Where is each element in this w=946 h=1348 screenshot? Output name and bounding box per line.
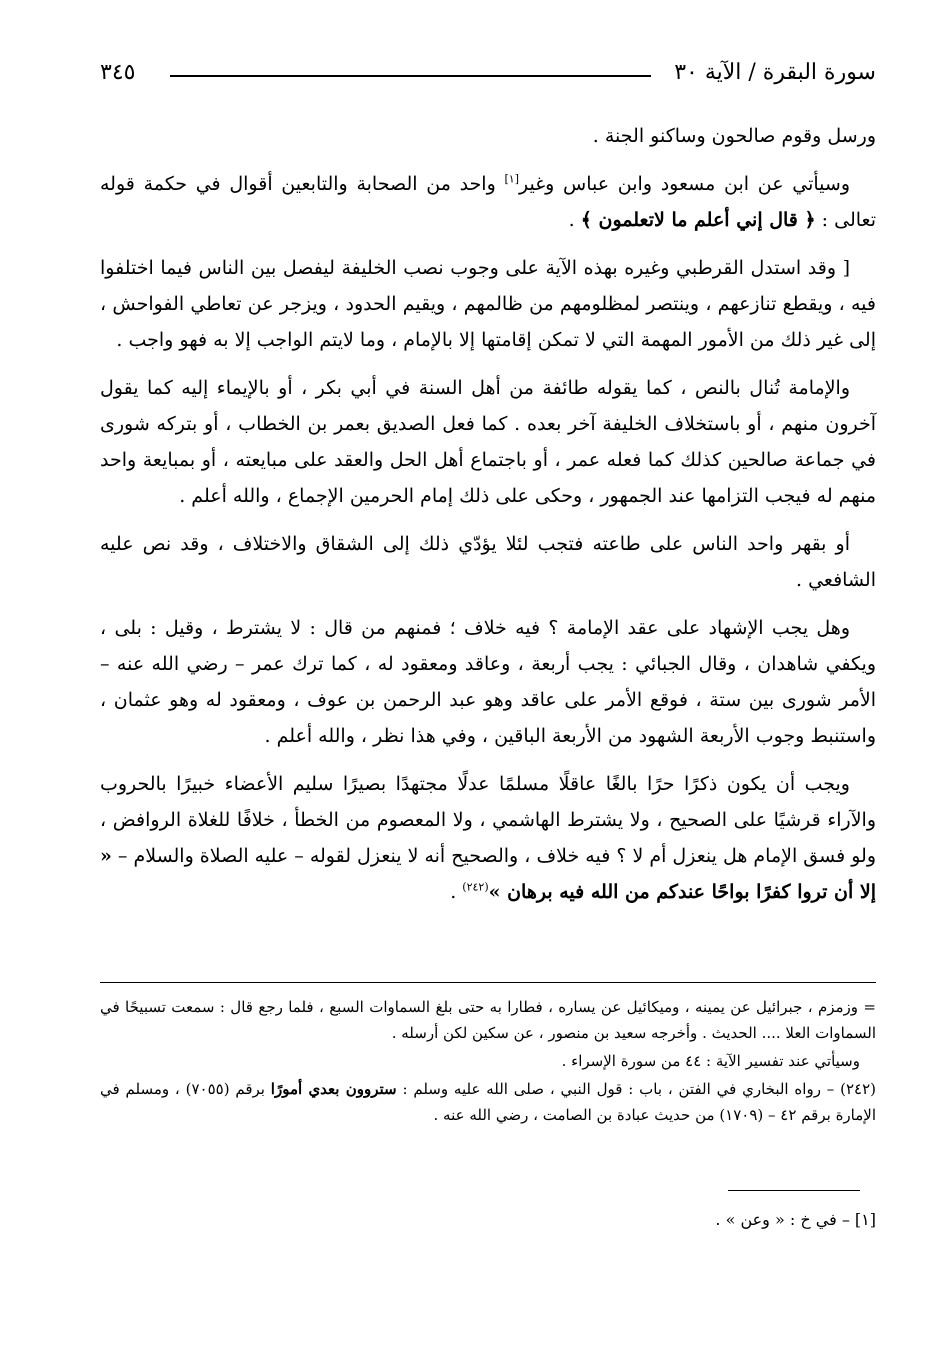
footnote-242-text-b: برقم (٧٠٥٥) ، ومسلم في الإمارة برقم ٤٢ – (١٧٠٩) من حديث عبادة بن الصامت ، رضي الله عنه . bbox=[100, 1080, 876, 1124]
footnotes bbox=[100, 994, 876, 1130]
quran-quote: ﴿ قال إني أعلم ما لاتعلمون ﴾ bbox=[580, 209, 816, 231]
header-rule bbox=[170, 75, 651, 77]
paragraph-7-end: . bbox=[450, 881, 463, 903]
paragraph-7 bbox=[100, 766, 876, 910]
editor-note: [١] – في خ : « وعن » . bbox=[715, 1210, 876, 1229]
paragraph-6: وهل يجب الإشهاد على عقد الإمامة ؟ فيه خلاف ؛ فمنهم من قال : لا يشترط ، وقيل : بلى ، ويكفي شاهدان ، وقال الجبائي : يجب أربعة ، وعاقد ومعقود له ، كما ترك عمر – رضي الله عنه – الأمر شورى بين ستة ، فوقع الأمر على عاقد وهو عبد الرحمن بن عوف ، ومعقود له وهو عثمان ، واستنبط وجوب الأربعة الشهود من الأربعة الباقين ، وفي هذا نظر ، والله أعلم . bbox=[100, 617, 876, 747]
paragraph-7-text: ويجب أن يكون ذكرًا حرًا بالغًا عاقلًا مسلمًا عدلًا مجتهدًا بصيرًا سليم الأعضاء خبيرًا بالحروب والآراء قرشيًا على الصحيح ، ولا يشترط الهاشمي ، ولا المعصوم من الخطأ ، خلافًا للغلاة الروافض ، ولو فسق الإمام هل ينعزل أم لا ؟ فيه خلاف ، والصحيح أنه لا ينعزل لقوله – عليه الصلاة والسلام – bbox=[100, 773, 876, 867]
footnote-242-bold: ستروون بعدي أمورًا bbox=[270, 1080, 397, 1098]
editor-note-separator bbox=[728, 1190, 860, 1191]
footnote-242 bbox=[100, 1076, 876, 1128]
page-number: ٣٤٥ bbox=[100, 60, 136, 85]
paragraph-2-end: . bbox=[568, 209, 581, 231]
hadith-quote: « إلا أن تروا كفرًا بواحًا عندكم من الله فيه برهان » bbox=[100, 845, 876, 903]
footnote-marker-1: [١] bbox=[504, 172, 519, 186]
paragraph-2-text-b: واحد من الصحابة والتابعين أقوال في حكمة قوله تعالى : bbox=[100, 173, 876, 231]
footnote-marker-242: (٢٤٢) bbox=[462, 880, 489, 894]
paragraph-5: أو بقهر واحد الناس على طاعته فتجب لئلا يؤدّي ذلك إلى الشقاق والاختلاف ، وقد نص عليه الشافعي . bbox=[100, 533, 876, 591]
footnote-continued: = وزمزم ، جبرائيل عن يمينه ، وميكائيل عن يساره ، فطارا به حتى بلغ السماوات السبع ، فلما رجع قال : سمعت تسبيحًا في السماوات العلا .... الحديث . وأخرجه سعيد بن منصور ، عن سكين لكن أرسله . bbox=[100, 998, 876, 1042]
footnote-242-text-a: (٢٤٢) – رواه البخاري في الفتن ، باب : قول النبي ، صلى الله عليه وسلم : bbox=[396, 1080, 876, 1098]
footnote-separator bbox=[100, 982, 876, 983]
paragraph-4: والإمامة تُنال بالنص ، كما يقوله طائفة من أهل السنة في أبي بكر ، أو بالإيماء إليه كما يقول آخرون منهم ، أو باستخلاف الخليفة آخر بعده . كما فعل الصديق بعمر بن الخطاب ، أو بتركه شورى في جماعة صالحين كذلك كما فعله عمر ، أو باجتماع أهل الحل والعقد على مبايعته ، أو بمبايعة واحد منهم له فيجب التزامها عند الجمهور ، وحكى على ذلك إمام الحرمين الإجماع ، والله أعلم . bbox=[100, 377, 876, 507]
paragraph-1: ورسل وقوم صالحون وساكنو الجنة . bbox=[592, 125, 876, 147]
paragraph-2 bbox=[100, 166, 876, 238]
paragraph-2-text-a: وسيأتي عن ابن مسعود وابن عباس وغير bbox=[518, 173, 850, 195]
paragraph-3: [ وقد استدل القرطبي وغيره بهذه الآية على وجوب نصب الخليفة ليفصل بين الناس فيما اختلفوا فيه ، ويقطع تنازعهم ، وينتصر لمظلومهم من ظالمهم ، ويقيم الحدود ، ويزجر عن تعاطي الفواحش ، إلى غير ذلك من الأمور المهمة التي لا تمكن إقامتها إلا بالإمام ، وما لايتم الواجب إلا به فهو واجب . bbox=[100, 257, 876, 351]
footnote-continued-2: وسيأتي عند تفسير الآية : ٤٤ من سورة الإسراء . bbox=[561, 1052, 860, 1070]
running-header bbox=[100, 56, 876, 96]
main-text bbox=[100, 118, 876, 922]
header-title: سورة البقرة / الآية ٣٠ bbox=[674, 60, 876, 85]
